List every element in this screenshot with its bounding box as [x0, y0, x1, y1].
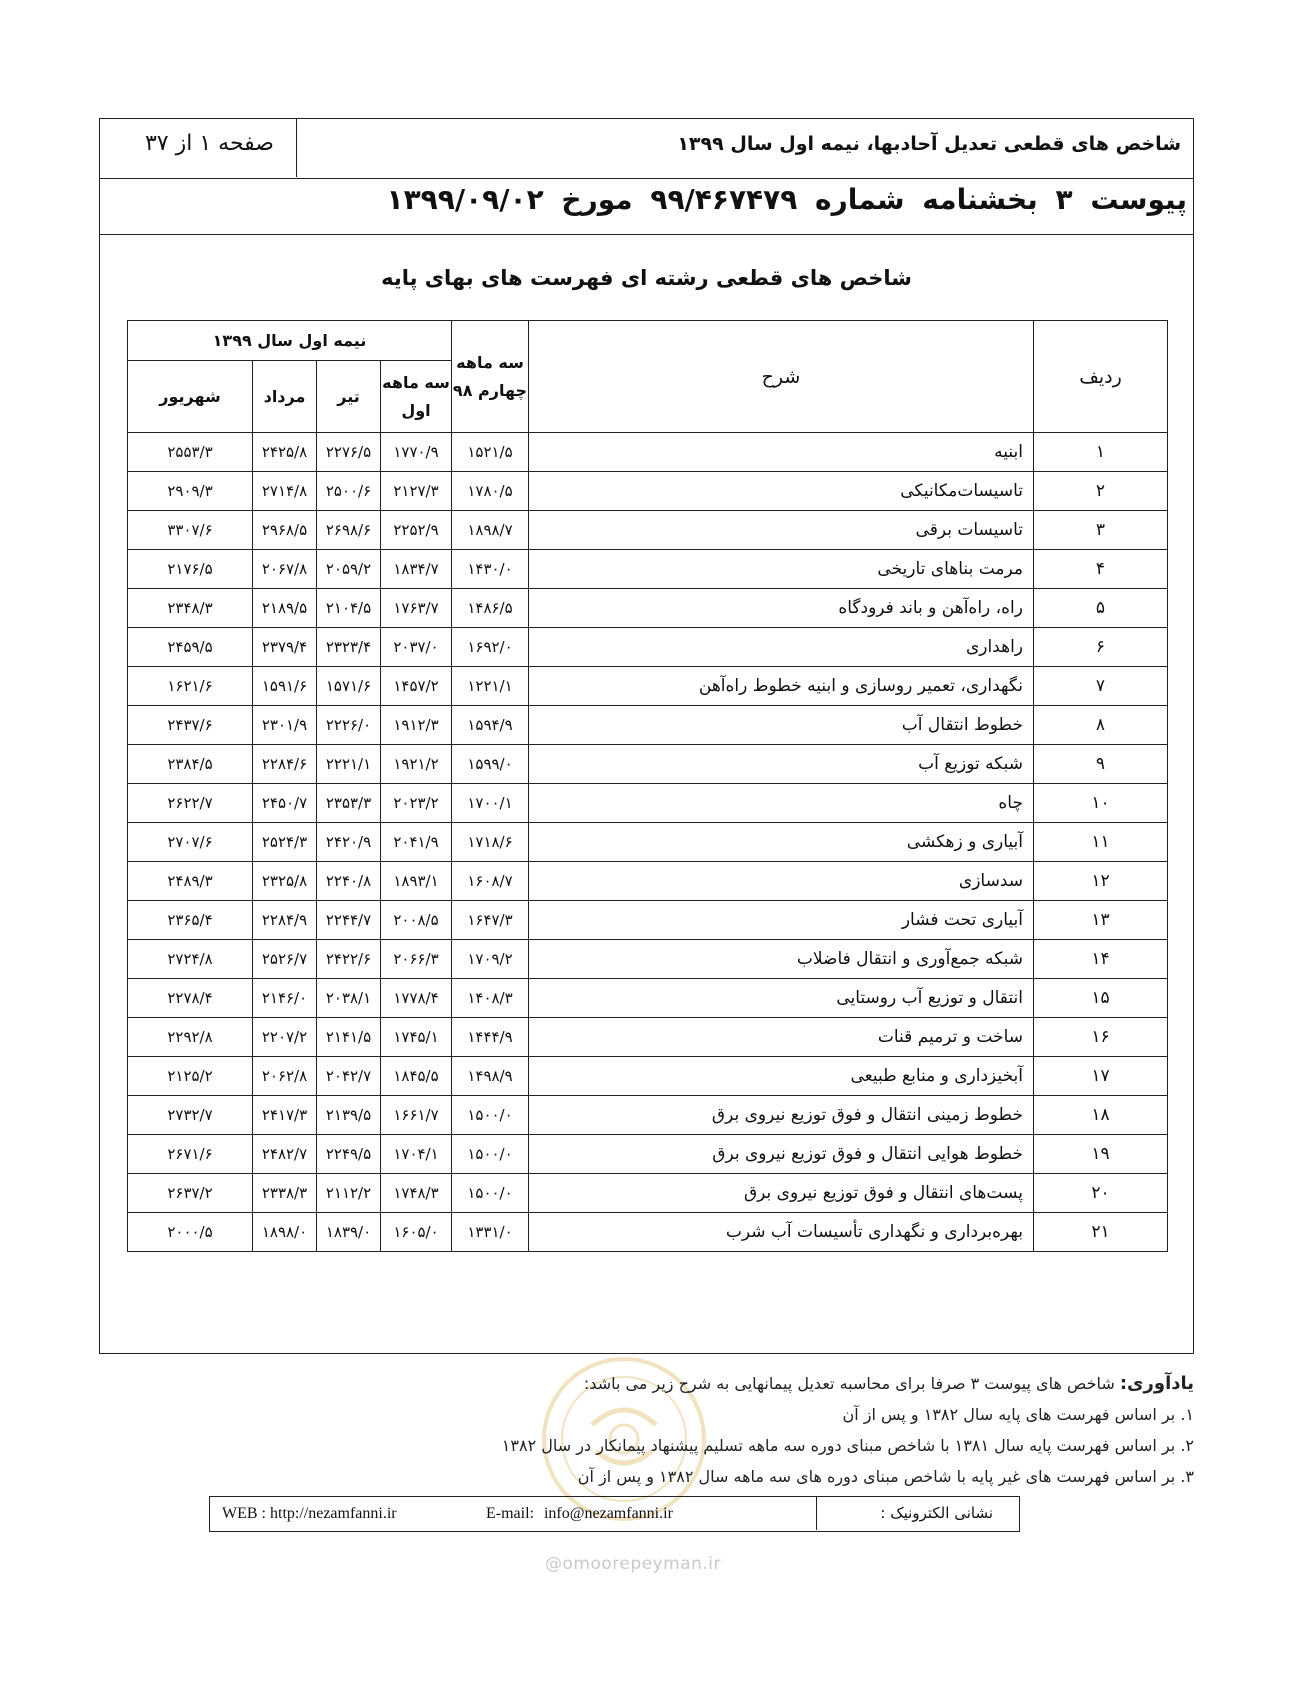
value-tir: ۲۰۴۲/۷	[317, 1057, 381, 1096]
row-number: ۱	[1034, 433, 1168, 472]
value-tir: ۲۰۳۸/۱	[317, 979, 381, 1018]
value-mordad: ۲۳۲۵/۸	[253, 862, 317, 901]
value-q1: ۱۶۶۱/۷	[381, 1096, 452, 1135]
value-shahrivar: ۲۳۶۵/۴	[128, 901, 253, 940]
value-q4-98: ۱۸۹۸/۷	[452, 511, 529, 550]
table-row	[128, 550, 1168, 589]
value-tir: ۲۲۲۶/۰	[317, 706, 381, 745]
value-q1: ۱۴۵۷/۲	[381, 667, 452, 706]
value-q4-98: ۱۶۹۲/۰	[452, 628, 529, 667]
row-description: آبخیزداری و منابع طبیعی	[529, 1057, 1034, 1096]
value-q4-98: ۱۳۳۱/۰	[452, 1213, 529, 1252]
value-tir: ۲۲۷۶/۵	[317, 433, 381, 472]
table-title: شاخص های قطعی رشته ای فهرست های بهای پایه	[381, 266, 912, 290]
value-q1: ۲۰۶۶/۳	[381, 940, 452, 979]
row-number: ۳	[1034, 511, 1168, 550]
page-number: صفحه ۱ از ۳۷	[144, 131, 274, 156]
table-row	[128, 1018, 1168, 1057]
row-description: ابنیه	[529, 433, 1034, 472]
row-description: تاسیسات برقی	[529, 511, 1034, 550]
row-number: ۱۶	[1034, 1018, 1168, 1057]
table-row	[128, 433, 1168, 472]
row-description: مرمت بناهای تاریخی	[529, 550, 1034, 589]
value-mordad: ۲۱۸۹/۵	[253, 589, 317, 628]
table-row	[128, 511, 1168, 550]
row-number: ۶	[1034, 628, 1168, 667]
value-q4-98: ۱۶۰۸/۷	[452, 862, 529, 901]
value-mordad: ۲۷۱۴/۸	[253, 472, 317, 511]
value-q4-98: ۱۷۱۸/۶	[452, 823, 529, 862]
value-q4-98: ۱۴۰۸/۳	[452, 979, 529, 1018]
row-description: خطوط زمینی انتقال و فوق توزیع نیروی برق	[529, 1096, 1034, 1135]
row-number: ۲۱	[1034, 1213, 1168, 1252]
value-tir: ۲۱۳۹/۵	[317, 1096, 381, 1135]
row-description: نگهداری، تعمیر روسازی و ابنیه خطوط راه‌آهن	[529, 667, 1034, 706]
value-mordad: ۲۴۵۰/۷	[253, 784, 317, 823]
table-row	[128, 706, 1168, 745]
value-q4-98: ۱۵۰۰/۰	[452, 1174, 529, 1213]
row-number: ۱۰	[1034, 784, 1168, 823]
value-mordad: ۲۲۸۴/۶	[253, 745, 317, 784]
row-description: سدسازی	[529, 862, 1034, 901]
table-row	[128, 784, 1168, 823]
value-q1: ۱۸۳۴/۷	[381, 550, 452, 589]
header-half-1399: نیمه اول سال ۱۳۹۹	[128, 321, 452, 361]
value-mordad: ۲۵۲۶/۷	[253, 940, 317, 979]
circular-reference: پیوست ۳ بخشنامه شماره ۹۹/۴۶۷۴۷۹ مورخ ۱۳۹۹/۰۹/۰۲	[386, 183, 1187, 216]
row-description: تاسیسات‌مکانیکی	[529, 472, 1034, 511]
value-q1: ۱۷۰۴/۱	[381, 1135, 452, 1174]
index-table	[127, 320, 1168, 1252]
watermark-text: @omoorepeyman.ir	[545, 1554, 722, 1574]
row-number: ۸	[1034, 706, 1168, 745]
value-mordad: ۲۳۰۱/۹	[253, 706, 317, 745]
value-shahrivar: ۲۷۰۷/۶	[128, 823, 253, 862]
row-number: ۱۹	[1034, 1135, 1168, 1174]
value-q4-98: ۱۴۸۶/۵	[452, 589, 529, 628]
row-description: بهره‌برداری و نگهداری تأسیسات آب شرب	[529, 1213, 1034, 1252]
table-row	[128, 1057, 1168, 1096]
value-tir: ۲۲۴۴/۷	[317, 901, 381, 940]
row-number: ۴	[1034, 550, 1168, 589]
value-mordad: ۲۱۴۶/۰	[253, 979, 317, 1018]
value-shahrivar: ۳۳۰۷/۶	[128, 511, 253, 550]
value-mordad: ۲۲۰۷/۲	[253, 1018, 317, 1057]
value-q1: ۲۲۵۲/۹	[381, 511, 452, 550]
value-shahrivar: ۲۴۵۹/۵	[128, 628, 253, 667]
value-tir: ۲۲۲۱/۱	[317, 745, 381, 784]
value-q1: ۱۷۶۳/۷	[381, 589, 452, 628]
row-description: شبکه توزیع آب	[529, 745, 1034, 784]
row-description: پست‌های انتقال و فوق توزیع نیروی برق	[529, 1174, 1034, 1213]
value-mordad: ۲۴۸۲/۷	[253, 1135, 317, 1174]
value-q4-98: ۱۷۸۰/۵	[452, 472, 529, 511]
value-tir: ۲۱۴۱/۵	[317, 1018, 381, 1057]
value-q4-98: ۱۲۲۱/۱	[452, 667, 529, 706]
value-tir: ۲۴۲۰/۹	[317, 823, 381, 862]
row-description: چاه	[529, 784, 1034, 823]
table-row	[128, 1135, 1168, 1174]
row-number: ۱۲	[1034, 862, 1168, 901]
contact-footer	[209, 1496, 1020, 1532]
row-number: ۹	[1034, 745, 1168, 784]
value-shahrivar: ۲۴۸۹/۳	[128, 862, 253, 901]
row-number: ۵	[1034, 589, 1168, 628]
row-description: راهداری	[529, 628, 1034, 667]
value-shahrivar: ۲۳۸۴/۵	[128, 745, 253, 784]
header-mordad: مرداد	[253, 361, 317, 433]
header-row	[100, 119, 1193, 179]
value-q4-98: ۱۴۹۸/۹	[452, 1057, 529, 1096]
value-mordad: ۱۸۹۸/۰	[253, 1213, 317, 1252]
table-row	[128, 1096, 1168, 1135]
value-q1: ۱۷۷۰/۹	[381, 433, 452, 472]
header-sharh: شرح	[529, 321, 1034, 433]
value-mordad: ۲۳۷۹/۴	[253, 628, 317, 667]
value-mordad: ۲۵۲۴/۳	[253, 823, 317, 862]
document-frame	[99, 118, 1194, 1354]
reminder-item-2: ۲. بر اساس فهرست پایه سال ۱۳۸۱ با شاخص مبنای دوره سه ماهه تسلیم پیشنهاد پیمانکار در سال ۱۳۸۲	[501, 1436, 1194, 1455]
table-row	[128, 589, 1168, 628]
reminder-item-3: ۳. بر اساس فهرست های غیر پایه با شاخص مبنای دوره های سه ماهه سال ۱۳۸۲ و پس از آن	[577, 1467, 1194, 1486]
table-row	[128, 667, 1168, 706]
value-q4-98: ۱۴۳۰/۰	[452, 550, 529, 589]
table-row	[128, 823, 1168, 862]
row-description: خطوط انتقال آب	[529, 706, 1034, 745]
table-row	[128, 628, 1168, 667]
value-q1: ۱۷۴۸/۳	[381, 1174, 452, 1213]
value-q1: ۲۰۴۱/۹	[381, 823, 452, 862]
value-q1: ۲۰۲۳/۲	[381, 784, 452, 823]
value-tir: ۲۶۹۸/۶	[317, 511, 381, 550]
table-row	[128, 745, 1168, 784]
value-tir: ۲۲۴۰/۸	[317, 862, 381, 901]
header-q4-98: سه ماهه چهارم ۹۸	[452, 321, 529, 433]
value-tir: ۱۸۳۹/۰	[317, 1213, 381, 1252]
value-q1: ۱۸۴۵/۵	[381, 1057, 452, 1096]
value-tir: ۲۵۰۰/۶	[317, 472, 381, 511]
reminder-item-1: ۱. بر اساس فهرست های پایه سال ۱۳۸۲ و پس از آن	[842, 1405, 1194, 1424]
value-shahrivar: ۲۹۰۹/۳	[128, 472, 253, 511]
row-number: ۱۳	[1034, 901, 1168, 940]
value-q4-98: ۱۵۹۹/۰	[452, 745, 529, 784]
value-shahrivar: ۲۷۳۲/۷	[128, 1096, 253, 1135]
row-description: آبیاری و زهکشی	[529, 823, 1034, 862]
value-shahrivar: ۲۰۰۰/۵	[128, 1213, 253, 1252]
header-q1: سه ماهه اول	[381, 361, 452, 433]
email-address[interactable]: E-mail: info@nezamfanni.ir	[486, 1505, 673, 1522]
row-number: ۱۴	[1034, 940, 1168, 979]
value-tir: ۲۱۱۲/۲	[317, 1174, 381, 1213]
value-shahrivar: ۲۲۹۲/۸	[128, 1018, 253, 1057]
website-link[interactable]: WEB : http://nezamfanni.ir	[222, 1505, 397, 1522]
value-mordad: ۲۳۳۸/۳	[253, 1174, 317, 1213]
reminder-text: شاخص های پیوست ۳ صرفا برای محاسبه تعدیل پیمانهایی به شرح زیر می باشد:	[583, 1374, 1115, 1393]
reminder-lead: یادآوری:	[1119, 1373, 1194, 1394]
header-shahrivar: شهریور	[128, 361, 253, 433]
value-q1: ۱۷۷۸/۴	[381, 979, 452, 1018]
value-tir: ۲۳۲۳/۴	[317, 628, 381, 667]
value-q1: ۱۶۰۵/۰	[381, 1213, 452, 1252]
value-tir: ۱۵۷۱/۶	[317, 667, 381, 706]
row-description: راه، راه‌آهن و باند فرودگاه	[529, 589, 1034, 628]
value-q4-98: ۱۶۴۷/۳	[452, 901, 529, 940]
value-q4-98: ۱۴۴۴/۹	[452, 1018, 529, 1057]
value-q1: ۲۱۲۷/۳	[381, 472, 452, 511]
value-shahrivar: ۲۶۷۱/۶	[128, 1135, 253, 1174]
row-number: ۱۵	[1034, 979, 1168, 1018]
value-q1: ۱۸۹۳/۱	[381, 862, 452, 901]
value-tir: ۲۰۵۹/۲	[317, 550, 381, 589]
contact-label: نشانی الکترونیک :	[816, 1497, 1019, 1530]
value-mordad: ۲۲۸۴/۹	[253, 901, 317, 940]
value-shahrivar: ۲۵۵۳/۳	[128, 433, 253, 472]
row-number: ۷	[1034, 667, 1168, 706]
value-q4-98: ۱۵۲۱/۵	[452, 433, 529, 472]
value-shahrivar: ۱۶۲۱/۶	[128, 667, 253, 706]
value-tir: ۲۱۰۴/۵	[317, 589, 381, 628]
table-row	[128, 940, 1168, 979]
value-shahrivar: ۲۷۲۴/۸	[128, 940, 253, 979]
row-description: شبکه جمع‌آوری و انتقال فاضلاب	[529, 940, 1034, 979]
value-q4-98: ۱۵۹۴/۹	[452, 706, 529, 745]
header-tir: تیر	[317, 361, 381, 433]
value-shahrivar: ۲۴۳۷/۶	[128, 706, 253, 745]
reminder-note	[502, 1368, 1194, 1492]
value-mordad: ۲۰۶۲/۸	[253, 1057, 317, 1096]
table-row	[128, 979, 1168, 1018]
row-number: ۱۷	[1034, 1057, 1168, 1096]
value-q4-98: ۱۵۰۰/۰	[452, 1135, 529, 1174]
table-row	[128, 472, 1168, 511]
header-radif: ردیف	[1034, 321, 1168, 433]
row-number: ۱۱	[1034, 823, 1168, 862]
value-shahrivar: ۲۳۴۸/۳	[128, 589, 253, 628]
value-q1: ۱۷۴۵/۱	[381, 1018, 452, 1057]
value-shahrivar: ۲۶۳۷/۲	[128, 1174, 253, 1213]
row-number: ۱۸	[1034, 1096, 1168, 1135]
value-q1: ۲۰۳۷/۰	[381, 628, 452, 667]
value-q4-98: ۱۷۰۰/۱	[452, 784, 529, 823]
value-shahrivar: ۲۱۲۵/۲	[128, 1057, 253, 1096]
value-mordad: ۲۰۶۷/۸	[253, 550, 317, 589]
table-row	[128, 901, 1168, 940]
document-title: شاخص های قطعی تعدیل آحادبها، نیمه اول سال ۱۳۹۹	[677, 133, 1181, 155]
row-number: ۲	[1034, 472, 1168, 511]
value-shahrivar: ۲۶۲۲/۷	[128, 784, 253, 823]
value-mordad: ۲۴۱۷/۳	[253, 1096, 317, 1135]
value-q1: ۱۹۲۱/۲	[381, 745, 452, 784]
value-q4-98: ۱۵۰۰/۰	[452, 1096, 529, 1135]
table-row	[128, 862, 1168, 901]
row-description: آبیاری تحت فشار	[529, 901, 1034, 940]
circular-row	[100, 179, 1193, 235]
row-description: خطوط هوایی انتقال و فوق توزیع نیروی برق	[529, 1135, 1034, 1174]
value-q4-98: ۱۷۰۹/۲	[452, 940, 529, 979]
row-number: ۲۰	[1034, 1174, 1168, 1213]
value-mordad: ۱۵۹۱/۶	[253, 667, 317, 706]
value-tir: ۲۳۵۳/۳	[317, 784, 381, 823]
value-tir: ۲۲۴۹/۵	[317, 1135, 381, 1174]
table-row	[128, 1174, 1168, 1213]
value-mordad: ۲۹۶۸/۵	[253, 511, 317, 550]
value-q1: ۲۰۰۸/۵	[381, 901, 452, 940]
value-mordad: ۲۴۲۵/۸	[253, 433, 317, 472]
row-description: انتقال و توزیع آب روستایی	[529, 979, 1034, 1018]
row-description: ساخت و ترمیم قنات	[529, 1018, 1034, 1057]
value-shahrivar: ۲۲۷۸/۴	[128, 979, 253, 1018]
table-row	[128, 1213, 1168, 1252]
page-number-box	[100, 119, 297, 177]
value-shahrivar: ۲۱۷۶/۵	[128, 550, 253, 589]
value-tir: ۲۴۲۲/۶	[317, 940, 381, 979]
value-q1: ۱۹۱۲/۳	[381, 706, 452, 745]
